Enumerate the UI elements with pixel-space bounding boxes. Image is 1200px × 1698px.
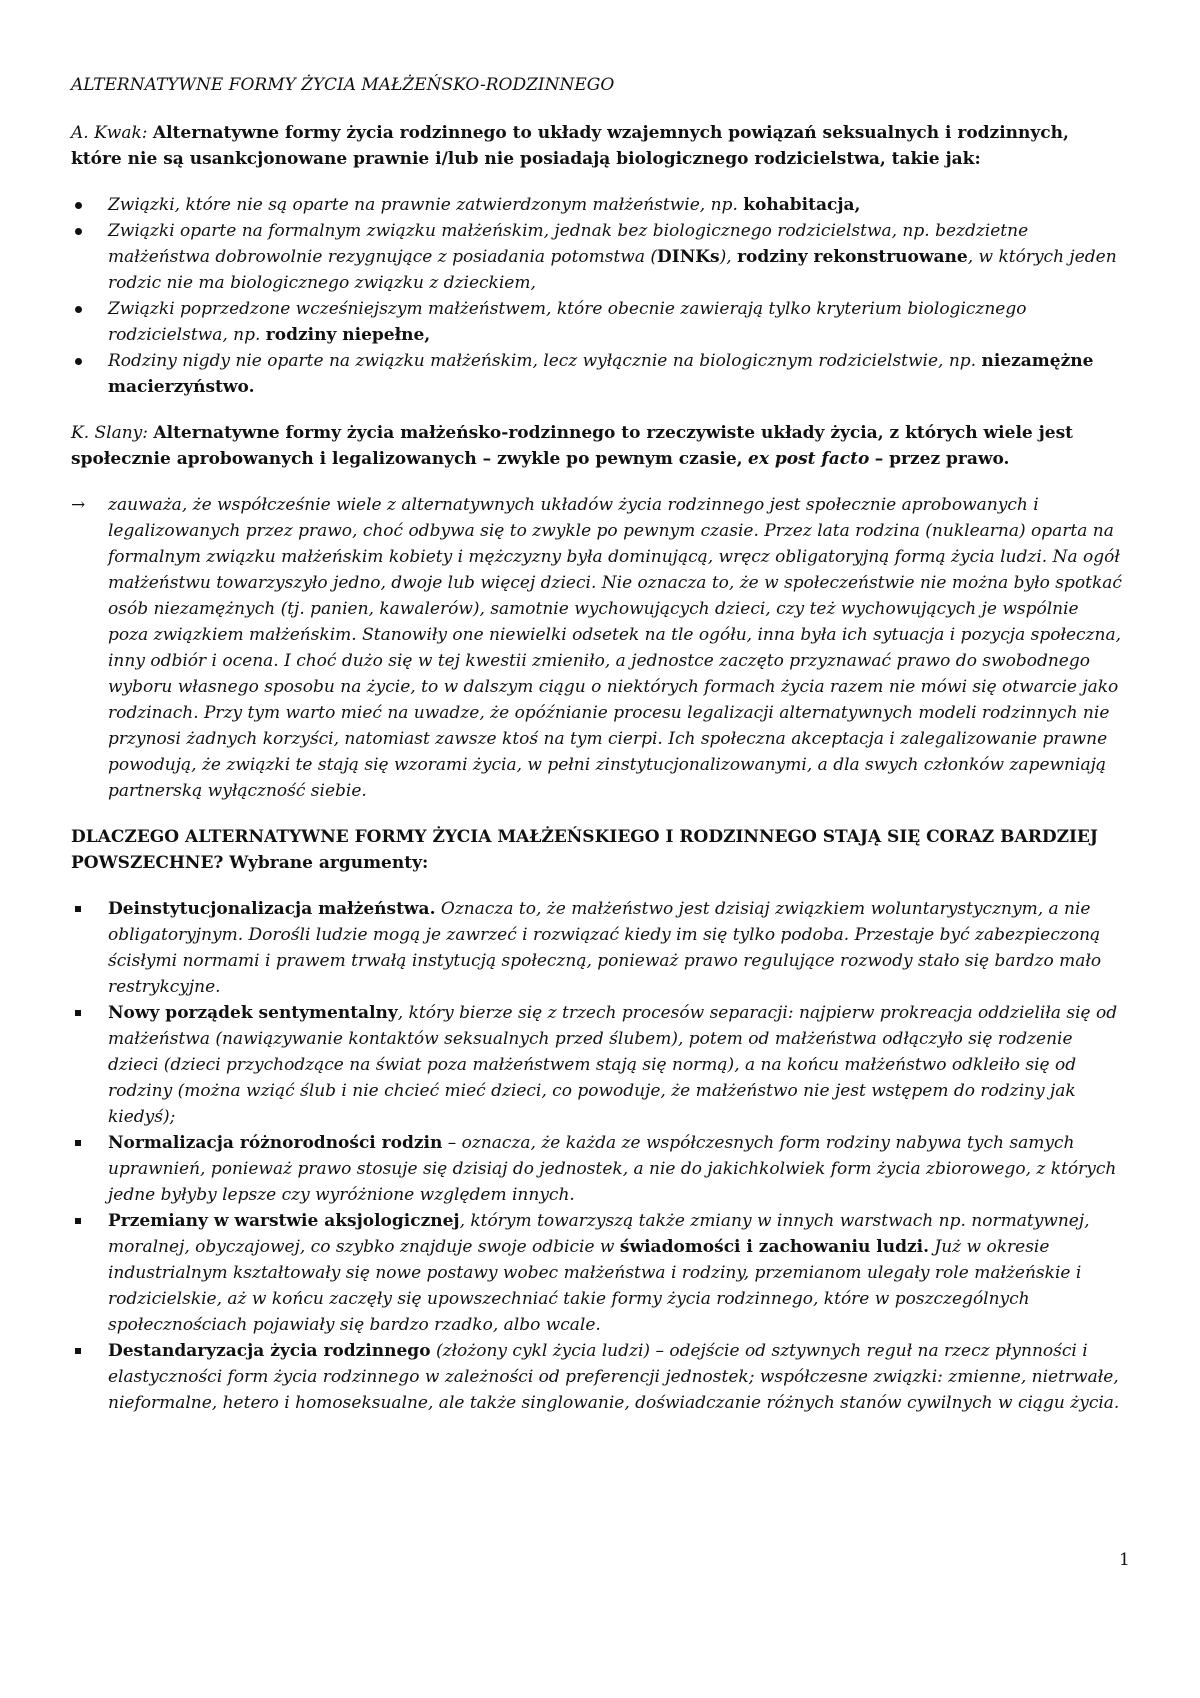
latin-phrase: ex post facto <box>748 449 870 469</box>
list-item: Związki poprzedzone wcześniejszym małżeństwem, które obecnie zawierają tylko kryterium biologicznego rodzicielstwa, np. rodziny niepełne, <box>71 296 1124 348</box>
slany-commentary <box>71 492 1124 804</box>
arrow-icon: → <box>71 495 86 515</box>
slany-author: K. Slany: <box>71 423 149 443</box>
document-title: ALTERNATYWNE FORMY ŻYCIA MAŁŻEŃSKO-RODZINNEGO <box>71 75 615 95</box>
list-item: Związki, które nie są oparte na prawnie zatwierdzonym małżeństwie, np. kohabitacja, <box>71 192 1124 218</box>
list-item: Normalizacja różnorodności rodzin – oznacza, że każda ze współczesnych form rodziny nabywa tych samych uprawnień, ponieważ prawo stosuje się dzisiaj do jednostek, a nie do jakichkolwiek form życia zbiorowego, z których jedne byłyby lepsze czy wyróżnione względem innych. <box>71 1130 1124 1208</box>
section-heading: DLACZEGO ALTERNATYWNE FORMY ŻYCIA MAŁŻEŃSKIEGO I RODZINNEGO STAJĄ SIĘ CORAZ BARDZIEJ POWSZECHNE? Wybrane argumenty: <box>71 827 1098 873</box>
list-item: Rodziny nigdy nie oparte na związku małżeńskim, lecz wyłącznie na biologicznym rodzicielstwie, np. niezamężne macierzyństwo. <box>71 348 1124 400</box>
list-item: Związki oparte na formalnym związku małżeńskim, jednak bez biologicznego rodzicielstwa, np. bezdzietne małżeństwa dobrowolnie rezygnujące z posiadania potomstwa (DINKs), rodziny rekonstruowane, w których jeden rodzic nie ma biologicznego związku z dzieckiem, <box>71 218 1124 296</box>
slany-definition: K. Slany: Alternatywne formy życia małżeńsko-rodzinnego to rzeczywiste układy życia, z których wiele jest społecznie aprobowanych i legalizowanych – zwykle po pewnym czasie, ex post facto – przez prawo. <box>71 423 1074 469</box>
arguments-list <box>71 896 1124 1416</box>
kwak-list <box>71 192 1124 400</box>
list-item: Deinstytucjonalizacja małżeństwa. Oznacza to, że małżeństwo jest dzisiaj związkiem woluntarystycznym, a nie obligatoryjnym. Dorośli ludzie mogą je zawrzeć i rozwiązać kiedy im się tylko podoba. Przestaje być zabezpieczoną ścisłymi normami i prawem trwałą instytucją społeczną, ponieważ prawo regulujące rozwody stało się bardzo mało restrykcyjne. <box>71 896 1124 1000</box>
list-item: Nowy porządek sentymentalny, który bierze się z trzech procesów separacji: najpierw prokreacja oddzieliła się od małżeństwa (nawiązywanie kontaktów seksualnych przed ślubem), potem od małżeństwa odłączyło się rodzenie dzieci (dzieci przychodzące na świat poza małżeństwem stają się normą), a na końcu małżeństwo odkleiło się od rodziny (można wziąć ślub i nie chcieć mieć dzieci, co powoduje, że małżeństwo nie jest wstępem do rodziny jak kiedyś); <box>71 1000 1124 1130</box>
kwak-definition <box>71 120 1124 172</box>
list-item: Destandaryzacja życia rodzinnego (złożony cykl życia ludzi) – odejście od sztywnych reguł na rzecz płynności i elastyczności form życia rodzinnego w zależności od preferencji jednostek; współczesne związki: zmienne, nietrwałe, nieformalne, hetero i homoseksualne, ale także singlowanie, doświadczanie różnych stanów cywilnych w ciągu życia. <box>71 1338 1124 1416</box>
kwak-definition-text: Alternatywne formy życia rodzinnego to układy wzajemnych powiązań seksualnych i rodzinnych, które nie są usankcjonowane prawnie i/lub nie posiadają biologicznego rodzicielstwa, takie jak: <box>71 123 1069 169</box>
list-item: Przemiany w warstwie aksjologicznej, którym towarzyszą także zmiany w innych warstwach np. normatywnej, moralnej, obyczajowej, co szybko znajduje swoje odbicie w świadomości i zachowaniu ludzi. Już w okresie industrialnym kształtowały się nowe postawy wobec małżeństwa i rodziny, przemianom ulegały role małżeńskie i rodzicielskie, aż w końcu zaczęły się upowszechniać takie formy życia rodzinnego, które w poszczególnych społecznościach pojawiały się bardzo rzadko, albo wcale. <box>71 1208 1124 1338</box>
commentary-item: → zauważa, że współcześnie wiele z alternatywnych układów życia rodzinnego jest społecznie aprobowanych i legalizowanych przez prawo, choć odbywa się to zwykle po pewnym czasie. Przez lata rodzina (nuklearna) oparta na formalnym związku małżeńskim kobiety i mężczyzny była dominującą, wręcz obligatoryjną formą życia ludzi. Na ogół małżeństwu towarzyszyło jedno, dwoje lub więcej dzieci. Nie oznacza to, że w społeczeństwie nie można było spotkać osób niezamężnych (tj. panien, kawalerów), samotnie wychowujących dzieci, czy też wychowujących je wspólnie poza związkiem małżeńskim. Stanowiły one niewielki odsetek na tle ogółu, inna była ich sytuacja i pozycja społeczna, inny odbiór i ocena. I choć dużo się w tej kwestii zmieniło, a jednostce zaczęto przyznawać prawo do swobodnego wyboru własnego sposobu na życie, to w dalszym ciągu o niektórych formach życia razem nie mówi się otwarcie jako rodzinach. Przy tym warto mieć na uwadze, że opóźnianie procesu legalizacji alternatywnych modeli rodzinnych nie przynosi żadnych korzyści, natomiast zawsze ktoś na tym cierpi. Ich społeczna akceptacja i zalegalizowanie prawne powodują, że związki te stają się wzorami życia, w pełni zinstytucjonalizowanymi, a dla swych członków zapewniają partnerską wyłączność siebie. <box>71 492 1124 804</box>
page-number: 1 <box>1119 1550 1130 1570</box>
kwak-author: A. Kwak: <box>71 123 148 143</box>
